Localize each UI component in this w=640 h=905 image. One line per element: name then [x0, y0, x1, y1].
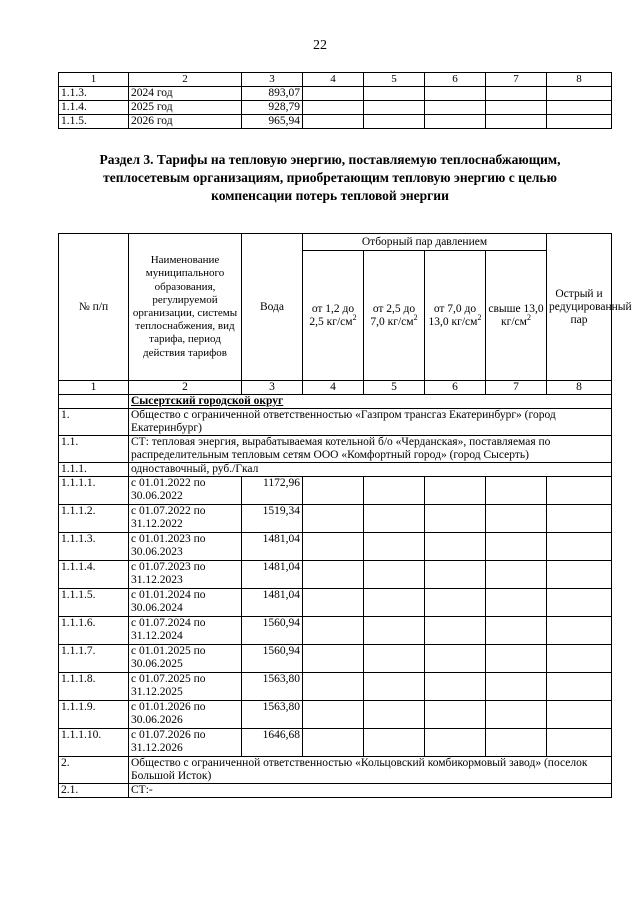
- row-label: 2025 год: [129, 101, 242, 115]
- empty-cell: [425, 729, 486, 757]
- row-label: 2026 год: [129, 115, 242, 129]
- period-from: с 01.01.2022 по: [131, 477, 206, 489]
- period-to: 30.06.2022: [131, 490, 183, 502]
- empty-cell: [547, 115, 612, 129]
- column-number: 3: [242, 381, 303, 395]
- empty-cell: [425, 101, 486, 115]
- water-value: 1519,34: [242, 505, 303, 533]
- period-cell: [129, 505, 242, 533]
- empty-cell: [486, 701, 547, 729]
- system-description: СТ:-: [129, 784, 612, 798]
- water-value: 1563,80: [242, 701, 303, 729]
- period-cell: [129, 673, 242, 701]
- empty-cell: [486, 87, 547, 101]
- period-from: с 01.07.2022 по: [131, 505, 206, 517]
- header-steam-2-text: от 2,5 до 7,0 кг/см: [370, 302, 416, 328]
- header-steam-3: [425, 251, 486, 381]
- table-row: [59, 533, 612, 561]
- empty-cell: [547, 701, 612, 729]
- empty-cell: [364, 729, 425, 757]
- period-to: 31.12.2026: [131, 742, 183, 754]
- empty-cell: [547, 87, 612, 101]
- table-row: [59, 101, 612, 115]
- row-number: 1.1.1.3.: [59, 533, 129, 561]
- empty-cell: [547, 645, 612, 673]
- empty-cell: [425, 87, 486, 101]
- empty-cell: [303, 617, 364, 645]
- water-value: 928,79: [242, 101, 303, 115]
- row-number: 1.1.1.7.: [59, 645, 129, 673]
- table-row: [59, 115, 612, 129]
- table-row: [59, 505, 612, 533]
- header-steam-group: Отборный пар давлением: [303, 234, 547, 251]
- period-cell: [129, 561, 242, 589]
- superscript: 2: [526, 312, 531, 322]
- table-row: [59, 701, 612, 729]
- row-number: 1.: [59, 409, 129, 436]
- empty-cell: [547, 561, 612, 589]
- city-row: [59, 395, 612, 409]
- empty-cell: [364, 673, 425, 701]
- column-number: 1: [59, 73, 129, 87]
- table-row: [59, 589, 612, 617]
- empty-cell: [486, 561, 547, 589]
- period-from: с 01.07.2023 по: [131, 561, 206, 573]
- empty-cell: [547, 617, 612, 645]
- org-row: [59, 757, 612, 784]
- empty-cell: [425, 645, 486, 673]
- period-from: с 01.07.2025 по: [131, 673, 206, 685]
- period-from: с 01.07.2024 по: [131, 617, 206, 629]
- header-name: Наименование муниципального образования, регулируемой организации, системы теплоснабжения, вид тарифа, период действия тарифов: [129, 234, 242, 381]
- empty-cell: [303, 477, 364, 505]
- column-number: 5: [364, 381, 425, 395]
- row-number: 1.1.1.2.: [59, 505, 129, 533]
- page-number: 22: [313, 38, 327, 53]
- empty-cell: [303, 701, 364, 729]
- empty-cell: [425, 115, 486, 129]
- empty-cell: [486, 589, 547, 617]
- period-cell: [129, 533, 242, 561]
- column-number: 2: [129, 73, 242, 87]
- water-value: 1560,94: [242, 617, 303, 645]
- column-number: 7: [486, 73, 547, 87]
- org-name: Общество с ограниченной ответственностью «Газпром трансгаз Екатеринбург» (город Екатеринбург): [129, 409, 612, 436]
- empty-cell: [364, 645, 425, 673]
- header-num: № п/п: [59, 234, 129, 381]
- period-from: с 01.01.2025 по: [131, 645, 206, 657]
- org-row: [59, 409, 612, 436]
- period-cell: [129, 589, 242, 617]
- empty-cell: [547, 533, 612, 561]
- main-tariff-table: [58, 233, 632, 798]
- water-value: 1481,04: [242, 589, 303, 617]
- row-label: 2024 год: [129, 87, 242, 101]
- empty-cell: [364, 505, 425, 533]
- empty-cell: [547, 477, 612, 505]
- empty-cell: [486, 505, 547, 533]
- empty-cell: [486, 101, 547, 115]
- empty-cell: [303, 533, 364, 561]
- row-number: 2.: [59, 757, 129, 784]
- empty-cell: [303, 673, 364, 701]
- water-value: 1646,68: [242, 729, 303, 757]
- period-cell: [129, 477, 242, 505]
- row-number: 1.1.3.: [59, 87, 129, 101]
- system-row: [59, 784, 612, 798]
- column-number: 4: [303, 381, 364, 395]
- water-value: 1560,94: [242, 645, 303, 673]
- water-value: 1481,04: [242, 533, 303, 561]
- empty-cell: [303, 87, 364, 101]
- empty-cell: [547, 101, 612, 115]
- empty-cell: [364, 101, 425, 115]
- row-number: 1.1.4.: [59, 101, 129, 115]
- empty-cell: [364, 561, 425, 589]
- empty-cell: [303, 645, 364, 673]
- superscript: 2: [352, 312, 357, 322]
- org-name: Общество с ограниченной ответственностью «Кольцовский комбикормовый завод» (поселок Большой Исток): [129, 757, 612, 784]
- column-number: 5: [364, 73, 425, 87]
- empty-cell: [486, 729, 547, 757]
- system-row: [59, 436, 612, 463]
- header-row: [59, 234, 612, 251]
- tariff-type: одноставочный, руб./Гкал: [129, 463, 612, 477]
- period-to: 31.12.2023: [131, 574, 183, 586]
- period-to: 30.06.2024: [131, 602, 183, 614]
- column-number: 2: [129, 381, 242, 395]
- column-number: 8: [547, 381, 612, 395]
- empty-cell: [303, 101, 364, 115]
- row-number: 1.1.1.9.: [59, 701, 129, 729]
- empty-cell: [364, 617, 425, 645]
- empty-cell: [59, 395, 129, 409]
- row-number: 1.1.1.4.: [59, 561, 129, 589]
- empty-cell: [303, 115, 364, 129]
- header-steam-3-text: от 7,0 до 13,0 кг/см: [428, 302, 478, 328]
- system-description: СТ: тепловая энергия, вырабатываемая котельной б/о «Черданская», поставляемая по распределительным тепловым сетям ООО «Комфортный город» (город Сысерть): [129, 436, 612, 463]
- empty-cell: [364, 115, 425, 129]
- water-value: 1563,80: [242, 673, 303, 701]
- empty-cell: [303, 589, 364, 617]
- table-row: [59, 673, 612, 701]
- empty-cell: [486, 673, 547, 701]
- period-cell: [129, 729, 242, 757]
- period-from: с 01.01.2026 по: [131, 701, 206, 713]
- empty-cell: [425, 673, 486, 701]
- empty-cell: [364, 87, 425, 101]
- empty-cell: [303, 561, 364, 589]
- city-name: Сысертский городской округ: [129, 395, 612, 409]
- empty-cell: [425, 589, 486, 617]
- empty-cell: [364, 701, 425, 729]
- period-to: 30.06.2026: [131, 714, 183, 726]
- top-table-column-numbers: [59, 73, 612, 87]
- period-from: с 01.07.2026 по: [131, 729, 206, 741]
- period-to: 30.06.2023: [131, 546, 183, 558]
- row-number: 1.1.1.1.: [59, 477, 129, 505]
- period-from: с 01.01.2023 по: [131, 533, 206, 545]
- header-steam-1-text: от 1,2 до 2,5 кг/см: [309, 302, 355, 328]
- column-number: 4: [303, 73, 364, 87]
- superscript: 2: [413, 312, 418, 322]
- empty-cell: [547, 673, 612, 701]
- water-value: 1481,04: [242, 561, 303, 589]
- header-water: Вода: [242, 234, 303, 381]
- header-steam-4: [486, 251, 547, 381]
- header-steam-1: [303, 251, 364, 381]
- row-number: 1.1.: [59, 436, 129, 463]
- row-number: 1.1.1.8.: [59, 673, 129, 701]
- row-number: 1.1.1.10.: [59, 729, 129, 757]
- empty-cell: [425, 701, 486, 729]
- empty-cell: [547, 505, 612, 533]
- column-number: 1: [59, 381, 129, 395]
- row-number: 1.1.1.5.: [59, 589, 129, 617]
- column-number: 6: [425, 73, 486, 87]
- table-row: [59, 561, 612, 589]
- period-to: 31.12.2024: [131, 630, 183, 642]
- empty-cell: [547, 589, 612, 617]
- water-value: 965,94: [242, 115, 303, 129]
- empty-cell: [425, 533, 486, 561]
- column-number: 6: [425, 381, 486, 395]
- row-number: 1.1.5.: [59, 115, 129, 129]
- period-cell: [129, 645, 242, 673]
- tariff-type-row: [59, 463, 612, 477]
- empty-cell: [303, 505, 364, 533]
- table-row: [59, 477, 612, 505]
- empty-cell: [425, 617, 486, 645]
- row-number: 1.1.1.: [59, 463, 129, 477]
- empty-cell: [364, 589, 425, 617]
- table-row: [59, 617, 612, 645]
- empty-cell: [486, 477, 547, 505]
- period-to: 30.06.2025: [131, 658, 183, 670]
- column-number: 7: [486, 381, 547, 395]
- row-number: 1.1.1.6.: [59, 617, 129, 645]
- column-numbers-row: [59, 381, 612, 395]
- period-to: 31.12.2025: [131, 686, 183, 698]
- table-row: [59, 645, 612, 673]
- period-cell: [129, 617, 242, 645]
- empty-cell: [364, 477, 425, 505]
- empty-cell: [486, 115, 547, 129]
- header-steam-4-text: свыше 13,0 кг/см: [488, 302, 544, 328]
- top-tariff-table: [58, 72, 612, 129]
- empty-cell: [486, 645, 547, 673]
- header-sharp-steam: Острый и редуцированный пар: [547, 234, 612, 381]
- row-number: 2.1.: [59, 784, 129, 798]
- empty-cell: [364, 533, 425, 561]
- periods-body: [59, 477, 612, 757]
- header-steam-2: [364, 251, 425, 381]
- period-from: с 01.01.2024 по: [131, 589, 206, 601]
- column-number: 8: [547, 73, 612, 87]
- period-to: 31.12.2022: [131, 518, 183, 530]
- empty-cell: [486, 617, 547, 645]
- superscript: 2: [477, 312, 482, 322]
- empty-cell: [547, 729, 612, 757]
- section-title: Раздел 3. Тарифы на тепловую энергию, поставляемую теплоснабжающим, теплосетевым организациям, приобретающим тепловую энергию с целью компенсации потерь тепловой энергии: [99, 152, 561, 203]
- table-row: [59, 87, 612, 101]
- period-cell: [129, 701, 242, 729]
- empty-cell: [425, 561, 486, 589]
- water-value: 1172,96: [242, 477, 303, 505]
- table-row: [59, 729, 612, 757]
- empty-cell: [425, 477, 486, 505]
- water-value: 893,07: [242, 87, 303, 101]
- empty-cell: [486, 533, 547, 561]
- empty-cell: [303, 729, 364, 757]
- column-number: 3: [242, 73, 303, 87]
- empty-cell: [425, 505, 486, 533]
